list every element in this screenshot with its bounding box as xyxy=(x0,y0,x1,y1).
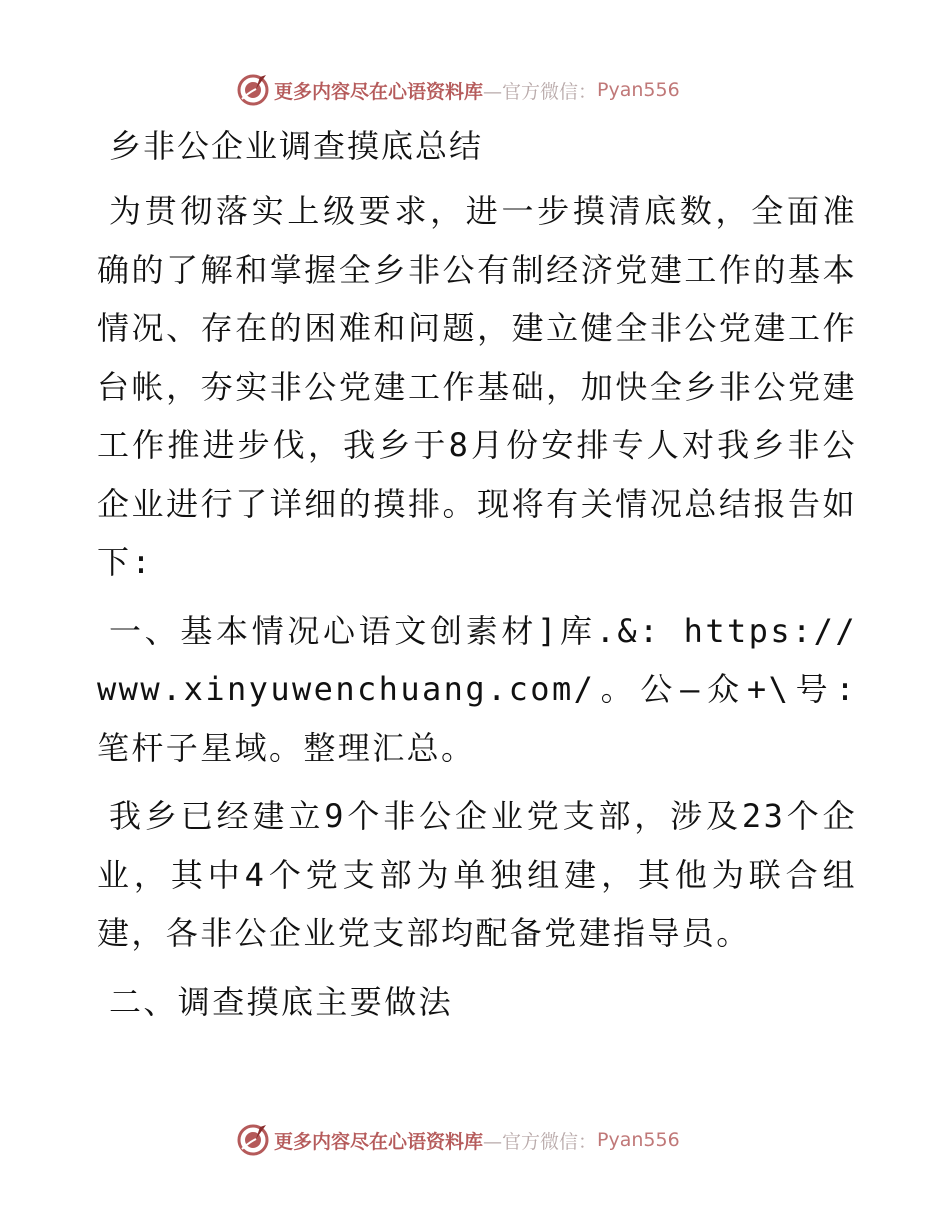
header-watermark xyxy=(236,70,680,110)
quill-logo-icon xyxy=(236,73,270,107)
footer-watermark xyxy=(236,1120,680,1160)
document-body xyxy=(97,122,857,1041)
watermark-brand: 更多内容尽在心语资料库 xyxy=(274,1130,484,1153)
paragraph-party-branches: 我乡已经建立9个非公企业党支部，涉及23个企业，其中4个党支部为单独组建，其他为联合组建，各非公企业党支部均配备党建指导员。 xyxy=(97,797,857,952)
watermark-separator: —官方微信： xyxy=(483,1130,598,1153)
watermark-account: Pyan556 xyxy=(597,1129,680,1151)
document-title: 乡非公企业调查摸底总结 xyxy=(109,127,484,165)
watermark-brand: 更多内容尽在心语资料库 xyxy=(274,80,484,103)
paragraph-basic-info: 一、基本情况心语文创素材]库.&: https://www.xinyuwenchuang.com/。公—众+\号: 笔杆子星域。整理汇总。 xyxy=(97,611,857,767)
section-heading: 二、调查摸底主要做法 xyxy=(109,982,454,1021)
watermark-account: Pyan556 xyxy=(597,79,680,101)
watermark-separator: —官方微信： xyxy=(483,80,598,103)
quill-logo-icon xyxy=(236,1123,270,1157)
paragraph-intro: 为贯彻落实上级要求，进一步摸清底数，全面准确的了解和掌握全乡非公有制经济党建工作的基本情况、存在的困难和问题，建立健全非公党建工作台帐，夯实非公党建工作基础，加快全乡非公党建工作推进步伐，我乡于8月份安排专人对我乡非公企业进行了详细的摸排。现将有关情况总结报告如下: xyxy=(97,192,857,581)
